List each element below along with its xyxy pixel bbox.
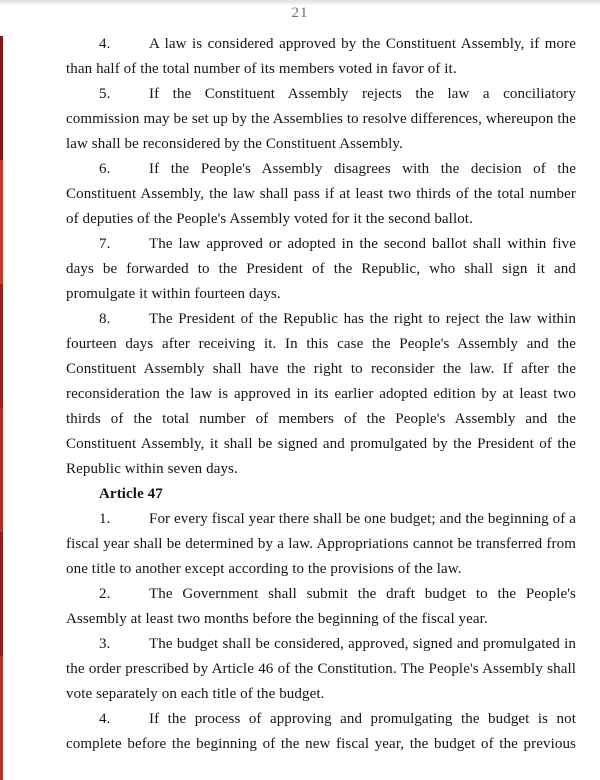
- paragraph-number: 7.: [99, 236, 111, 252]
- paragraph-number: 8.: [99, 311, 111, 327]
- paragraph: [66, 307, 576, 482]
- paragraph-number: 3.: [99, 636, 111, 652]
- paragraph: [66, 582, 576, 632]
- paragraph: [66, 632, 576, 707]
- paragraph-text: The budget shall be considered, approved, signed and promulgated in the order prescribed by Article 46 of the Constitution. The People's Assembly shall vote separately on each title of the budget.: [66, 636, 576, 702]
- paragraph: [66, 32, 576, 82]
- paragraph: [66, 232, 576, 307]
- page-edge-marker: [0, 36, 3, 780]
- paragraph-text: If the People's Assembly disagrees with the decision of the Constituent Assembly, the law shall pass if at least two thirds of the total number of deputies of the People's Assembly voted for it the second ballot.: [66, 161, 576, 227]
- paragraph-number: 2.: [99, 586, 111, 602]
- paragraph-text: A law is considered approved by the Constituent Assembly, if more than half of the total number of its members voted in favor of it.: [66, 36, 576, 77]
- paragraph-number: 1.: [99, 511, 111, 527]
- paragraph-text: If the Constituent Assembly rejects the law a conciliatory commission may be set up by the Assemblies to resolve differences, whereupon the law shall be reconsidered by the Constituent Assembly.: [66, 86, 576, 152]
- paragraph: [66, 707, 576, 757]
- paragraph-text: The law approved or adopted in the second ballot shall within five days be forwarded to the President of the Republic, who shall sign it and promulgate it within fourteen days.: [66, 236, 576, 302]
- document-body: [66, 32, 576, 757]
- paragraph-text: For every fiscal year there shall be one budget; and the beginning of a fiscal year shall be determined by a law. Appropriations cannot be transferred from one title to another except according to the provisions of the law.: [66, 511, 576, 577]
- paragraph-number: 5.: [99, 86, 111, 102]
- page-number: 21: [291, 5, 309, 21]
- paragraph-text: The Government shall submit the draft budget to the People's Assembly at least two months before the beginning of the fiscal year.: [66, 586, 576, 627]
- article-heading: Article 47: [99, 486, 163, 502]
- paragraph-number: 4.: [99, 36, 111, 52]
- paragraph-number: 4.: [99, 711, 111, 727]
- paragraph-text: The President of the Republic has the right to reject the law within fourteen days after receiving it. In this case the People's Assembly and the Constituent Assembly shall have the right to reconsider the law. If after the reconsideration the law is approved in its earlier adopted edition by at least two thirds of the total number of members of the People's Assembly and the Constituent Assembly, it shall be signed and promulgated by the President of the Republic within seven days.: [66, 311, 576, 477]
- paragraph: [66, 507, 576, 582]
- paragraph-text: If the process of approving and promulgating the budget is not complete before the beginning of the new fiscal year, the budget of the previous: [66, 711, 576, 752]
- paragraph: [66, 82, 576, 157]
- paragraph-number: 6.: [99, 161, 111, 177]
- paragraph: [66, 157, 576, 232]
